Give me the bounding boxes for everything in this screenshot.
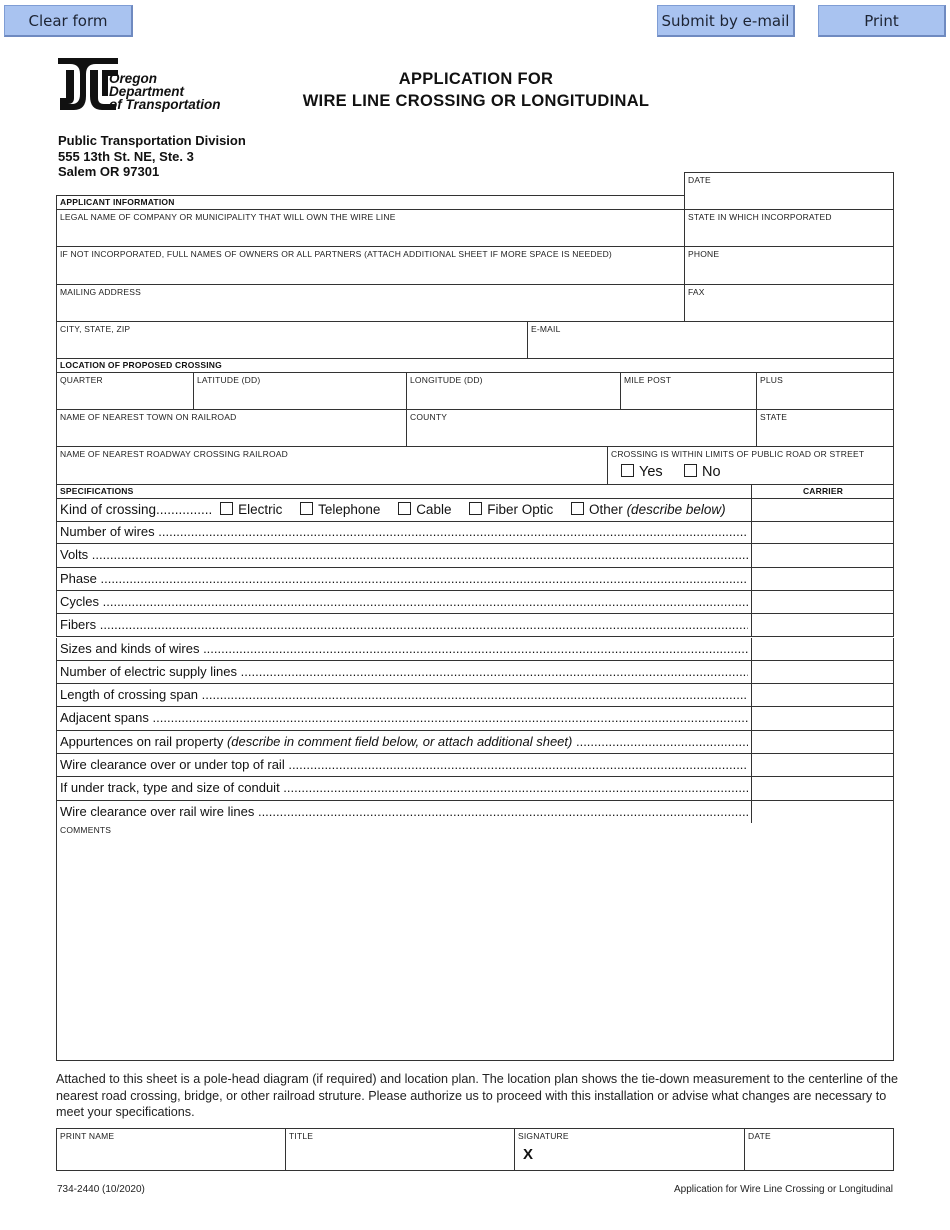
state-incorporated-field[interactable] (684, 209, 894, 247)
spec-row-phase (56, 568, 894, 591)
signature-label: SIGNATURE (518, 1131, 569, 1141)
spec-label: Cycles ..... (60, 594, 748, 609)
electric-checkbox[interactable] (220, 502, 233, 515)
fiber-optic-option[interactable] (469, 502, 553, 517)
spec-label: Appurtences on rail property (60, 733, 224, 749)
state-label: STATE (760, 412, 788, 422)
spec-row-clearance-wire (56, 801, 894, 824)
spec-row-volts (56, 544, 894, 567)
county-label: COUNTY (410, 412, 448, 422)
spec-row-sizes-kinds (56, 638, 894, 661)
carrier-header (751, 485, 894, 498)
nearest-roadway-field[interactable] (56, 446, 608, 485)
carrier-cell[interactable] (751, 777, 894, 799)
carrier-cell[interactable] (751, 568, 894, 590)
carrier-cell[interactable] (751, 754, 894, 776)
carrier-cell[interactable] (751, 614, 894, 636)
spec-label: Number of electric supply lines ..... (60, 664, 748, 679)
owners-field[interactable] (56, 246, 685, 285)
spec-label: Wire clearance over rail wire lines ..... (60, 804, 748, 819)
print-button[interactable]: Print (818, 5, 946, 37)
spec-row-clearance-rail (56, 754, 894, 777)
kind-of-crossing-row (56, 498, 894, 522)
milepost-field[interactable] (620, 372, 757, 410)
date-label: DATE (688, 175, 711, 185)
spec-row-crossing-span (56, 684, 894, 707)
carrier-cell[interactable] (751, 499, 894, 521)
no-checkbox[interactable] (684, 464, 697, 477)
spec-row-electric-supply (56, 661, 894, 684)
appurtences-note: (describe in comment field below, or attach additional sheet) (226, 733, 573, 749)
county-field[interactable] (406, 409, 757, 447)
yes-option[interactable] (621, 464, 663, 480)
title-label: TITLE (289, 1131, 314, 1141)
carrier-cell[interactable] (751, 638, 894, 660)
spec-label: Number of wires ..... (60, 524, 748, 539)
other-option[interactable] (571, 502, 726, 517)
form-title-line-2: WIRE LINE CROSSING OR LONGITUDINAL (302, 92, 650, 110)
nearest-town-field[interactable] (56, 409, 407, 447)
address-line-3: Salem OR 97301 (58, 164, 160, 179)
spec-label: If under track, type and size of conduit ..... (60, 780, 748, 795)
no-label: No (702, 464, 721, 480)
kind-of-crossing-options (60, 502, 726, 517)
carrier-cell[interactable] (751, 591, 894, 613)
spec-row-adjacent-spans (56, 707, 894, 730)
other-checkbox[interactable] (571, 502, 584, 515)
signature-field[interactable] (514, 1128, 745, 1171)
form-number: 734-2440 (10/2020) (57, 1184, 145, 1195)
quarter-field[interactable] (56, 372, 194, 410)
logo-line-3: of Transportation (109, 97, 221, 112)
title-field[interactable] (285, 1128, 515, 1171)
fax-label: FAX (688, 287, 705, 297)
carrier-cell[interactable] (751, 521, 894, 543)
carrier-cell[interactable] (751, 661, 894, 683)
legal-name-field[interactable] (56, 209, 685, 247)
kind-of-crossing-label: Kind of crossing............... (60, 502, 213, 517)
form-title-line-1: APPLICATION FOR (398, 70, 554, 88)
signature-date-field[interactable] (744, 1128, 894, 1171)
phone-label: PHONE (688, 249, 720, 259)
specifications-header (56, 484, 894, 499)
footer-form-title: Application for Wire Line Crossing or Longitudinal (673, 1184, 893, 1195)
email-label: E-MAIL (531, 324, 561, 334)
spec-label: Length of crossing span ..... (60, 687, 748, 702)
city-state-zip-field[interactable] (56, 321, 528, 359)
spec-row-conduit (56, 777, 894, 800)
owners-label: IF NOT INCORPORATED, FULL NAMES OF OWNERS OR ALL PARTNERS (ATTACH ADDITIONAL SHEET IF MORE SPACE IS NEEDED) (60, 249, 612, 259)
carrier-label: CARRIER (802, 486, 844, 496)
spec-row-appurtences (56, 731, 894, 754)
latitude-label: LATITUDE (DD) (197, 375, 261, 385)
quarter-label: QUARTER (60, 375, 103, 385)
email-field[interactable] (527, 321, 894, 359)
specifications-label: SPECIFICATIONS (60, 486, 134, 496)
telephone-label: Telephone (318, 502, 381, 517)
clear-form-button[interactable]: Clear form (4, 5, 133, 37)
applicant-section-label: APPLICANT INFORMATION (60, 197, 175, 207)
logo-text (109, 72, 221, 111)
spec-label-appurtences (60, 734, 748, 749)
other-note: (describe below) (626, 502, 726, 517)
telephone-checkbox[interactable] (300, 502, 313, 515)
spec-label: Adjacent spans ..... (60, 710, 748, 725)
odot-logo (56, 56, 246, 114)
location-section-header (56, 358, 894, 373)
logo-line-2: Department (109, 84, 185, 99)
fiber-optic-checkbox[interactable] (469, 502, 482, 515)
longitude-field[interactable] (406, 372, 621, 410)
no-option[interactable] (684, 464, 721, 480)
latitude-field[interactable] (193, 372, 407, 410)
carrier-cell[interactable] (751, 684, 894, 706)
electric-label: Electric (238, 502, 283, 517)
carrier-cell[interactable] (751, 544, 894, 566)
milepost-label: MILE POST (624, 375, 672, 385)
spec-row-fibers (56, 614, 894, 637)
carrier-cell[interactable] (751, 707, 894, 729)
address-line-1: Public Transportation Division (58, 133, 246, 148)
cable-checkbox[interactable] (398, 502, 411, 515)
mailing-address-field[interactable] (56, 284, 685, 322)
location-section-label: LOCATION OF PROPOSED CROSSING (60, 360, 222, 370)
phone-field[interactable] (684, 246, 894, 285)
yes-label: Yes (639, 464, 663, 480)
within-limits-group (607, 446, 894, 485)
cable-label: Cable (416, 502, 452, 517)
longitude-label: LONGITUDE (DD) (410, 375, 483, 385)
mailing-address-label: MAILING ADDRESS (60, 287, 141, 297)
within-limits-label: CROSSING IS WITHIN LIMITS OF PUBLIC ROAD OR STREET (611, 449, 865, 459)
spec-label: Wire clearance over or under top of rail ..... (60, 757, 748, 772)
spec-label: Fibers ..... (60, 617, 748, 632)
applicant-section-header (56, 195, 685, 210)
telephone-option[interactable] (300, 502, 380, 517)
electric-option[interactable] (220, 502, 282, 517)
carrier-cell[interactable] (751, 801, 894, 823)
spec-label: Phase ..... (60, 571, 748, 586)
form-title (256, 68, 696, 112)
spec-row-cycles (56, 591, 894, 614)
spec-row-number-of-wires (56, 521, 894, 544)
legal-name-label: LEGAL NAME OF COMPANY OR MUNICIPALITY THAT WILL OWN THE WIRE LINE (60, 212, 396, 222)
carrier-cell[interactable] (751, 731, 894, 753)
signature-mark: X (523, 1146, 534, 1163)
signature-date-label: DATE (748, 1131, 771, 1141)
yes-checkbox[interactable] (621, 464, 634, 477)
plus-label: PLUS (760, 375, 784, 385)
submit-email-button[interactable]: Submit by e-mail (657, 5, 795, 37)
comments-label: COMMENTS (60, 825, 112, 835)
fiber-optic-label: Fiber Optic (487, 502, 554, 517)
date-field[interactable] (684, 172, 894, 210)
nearest-roadway-label: NAME OF NEAREST ROADWAY CROSSING RAILROAD (60, 449, 288, 459)
spec-label: Sizes and kinds of wires ..... (60, 641, 748, 656)
state-incorporated-label: STATE IN WHICH INCORPORATED (688, 212, 832, 222)
other-label: Other (589, 502, 623, 517)
address-line-2: 555 13th St. NE, Ste. 3 (58, 148, 194, 164)
cable-option[interactable] (398, 502, 451, 517)
plus-field[interactable] (756, 372, 894, 410)
state-field[interactable] (756, 409, 894, 447)
city-state-zip-label: CITY, STATE, ZIP (60, 324, 131, 334)
print-name-label: PRINT NAME (60, 1131, 115, 1141)
nearest-town-label: NAME OF NEAREST TOWN ON RAILROAD (60, 412, 237, 422)
logo-line-1: Oregon (109, 71, 158, 86)
spec-label: Volts ..... (60, 547, 748, 562)
comments-field[interactable] (56, 823, 894, 1061)
print-name-field[interactable] (56, 1128, 286, 1171)
division-address (58, 133, 246, 180)
authorization-statement: Attached to this sheet is a pole-head diagram (if required) and location plan. The location plan shows the tie-down measurement to the centerline of the nearest road crossing, bridge, or other railroad struture. Please authorize us to proceed with this installation or advise what changes are necessary to meet your specifications. (56, 1072, 898, 1119)
fax-field[interactable] (684, 284, 894, 322)
